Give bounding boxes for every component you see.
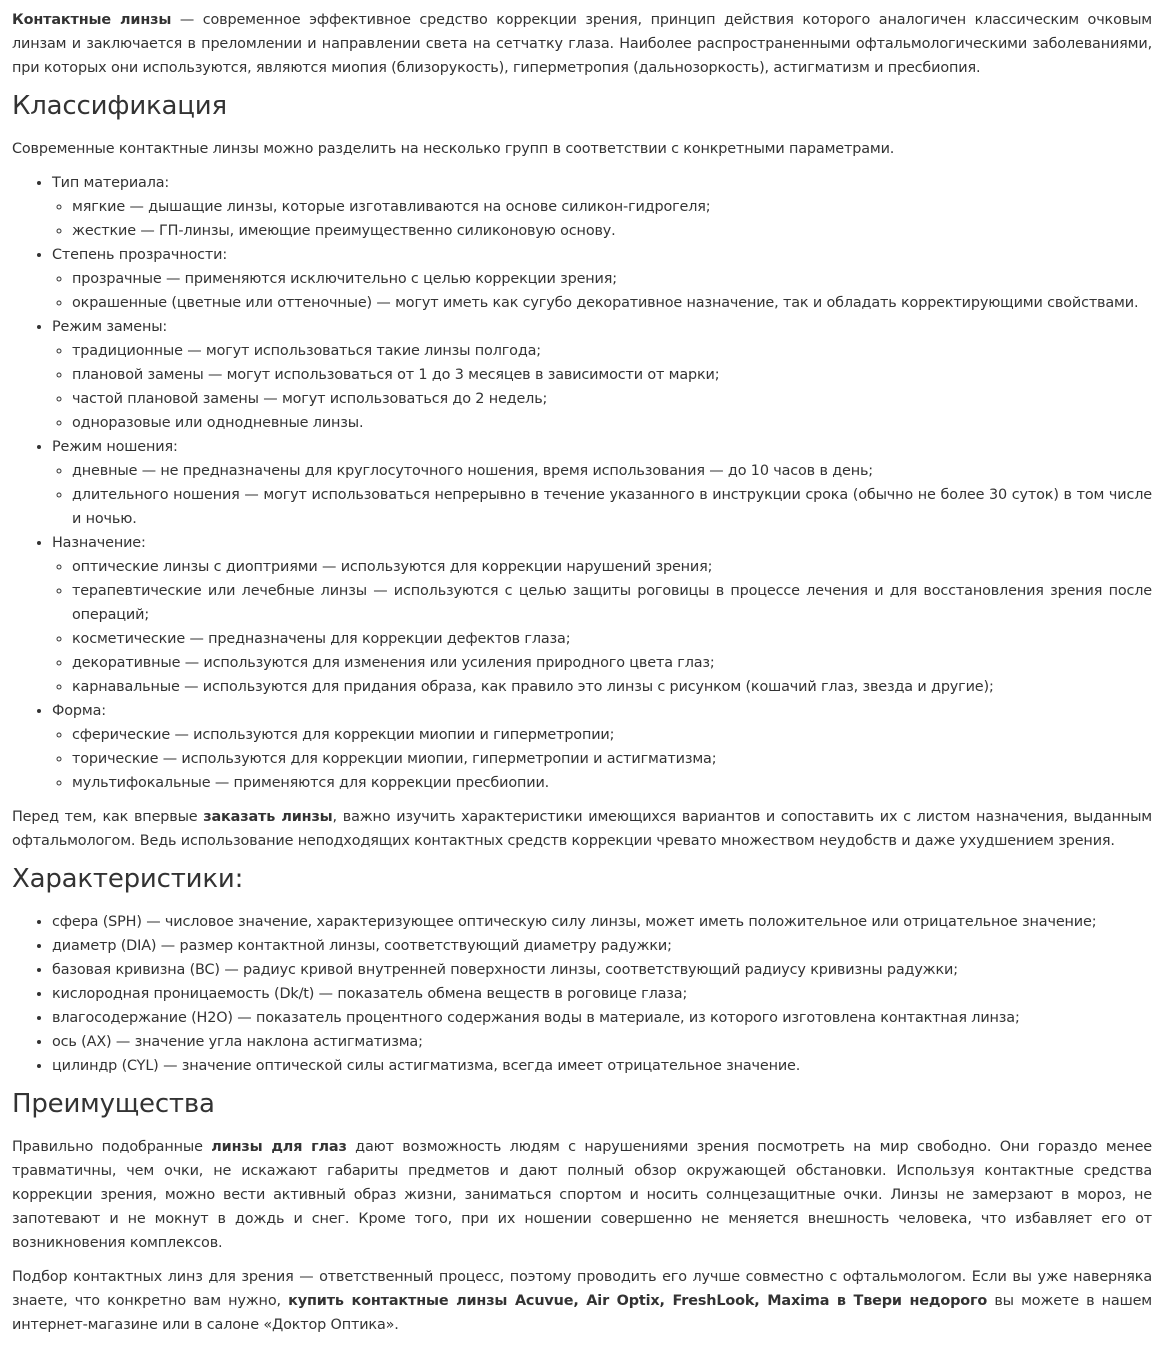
adv-p2-before: Подбор контактных линз для зрения — ответственный процесс, поэтому проводить его лучше совместно с офтальмологом. Если вы уже наверняка знаете, что конкретно вам нужно, xyxy=(12,1269,1152,1309)
group-label: Степень прозрачности: xyxy=(52,247,228,263)
order-link[interactable]: заказать линзы xyxy=(203,809,333,825)
group-material xyxy=(52,171,1152,243)
list-item: • кислородная проницаемость (Dk/t) — показатель обмена веществ в роговице глаза; xyxy=(52,982,1152,1006)
group-items xyxy=(52,459,1152,531)
list-item: ◦ терапевтические или лечебные линзы — используются с целью защиты роговицы в процессе лечения и для восстановления зрения после операций; xyxy=(72,579,1152,627)
list-item: ◦ косметические — предназначены для коррекции дефектов глаза; xyxy=(72,627,1152,651)
list-item: • сфера (SPH) — числовое значение, характеризующее оптическую силу линзы, может иметь положительное или отрицательное значение; xyxy=(52,910,1152,934)
list-item: ◦ окрашенные (цветные или оттеночные) — могут иметь как сугубо декоративное назначение, так и обладать корректирующими свойствами. xyxy=(72,291,1152,315)
group-items xyxy=(52,555,1152,699)
list-item: ◦ оптические линзы с диоптриями — используются для коррекции нарушений зрения; xyxy=(72,555,1152,579)
list-item: ◦ карнавальные — используются для придания образа, как правило это линзы с рисунком (кошачий глаз, звезда и другие); xyxy=(72,675,1152,699)
list-item: ◦ длительного ношения — могут использоваться непрерывно в течение указанного в инструкции срока (обычно не более 30 суток) в том числе и ночью. xyxy=(72,483,1152,531)
group-transparency xyxy=(52,243,1152,315)
list-item: ◦ торические — используются для коррекции миопии, гиперметропии и астигматизма; xyxy=(72,747,1152,771)
classification-heading: Классификация xyxy=(12,91,227,121)
classification-lead: Современные контактные линзы можно разделить на несколько групп в соответствии с конкретными параметрами. xyxy=(12,141,895,157)
list-item: • ось (AX) — значение угла наклона астигматизма; xyxy=(52,1030,1152,1054)
characteristics-heading: Характеристики: xyxy=(12,864,244,894)
adv-p2-after: вы можете в нашем интернет-магазине или в салоне «Доктор Оптика». xyxy=(12,1293,1153,1333)
group-label: Тип материала: xyxy=(52,175,170,191)
advantages-paragraph-1 xyxy=(12,1135,1152,1255)
characteristics-list xyxy=(12,910,1152,1078)
group-purpose xyxy=(52,531,1152,699)
order-text-before: Перед тем, как впервые xyxy=(12,809,204,825)
list-item: ◦ частой плановой замены — могут использоваться до 2 недель; xyxy=(72,387,1152,411)
order-text-after: , важно изучить характеристики имеющихся вариантов и сопоставить их с листом назначения, выданным офтальмологом. Ведь использование неподходящих контактных средств коррекции чревато множеством неудобств и даже ухудшением зрения. xyxy=(12,809,1153,849)
classification-list xyxy=(12,171,1152,795)
group-label: Назначение: xyxy=(52,535,146,551)
group-items xyxy=(52,195,1152,243)
list-item: ◦ сферические — используются для коррекции миопии и гиперметропии; xyxy=(72,723,1152,747)
group-items xyxy=(52,723,1152,795)
order-paragraph xyxy=(12,805,1152,853)
group-items xyxy=(52,339,1152,435)
list-item: • цилиндр (CYL) — значение оптической силы астигматизма, всегда имеет отрицательное значение. xyxy=(52,1054,1152,1078)
list-item: ◦ прозрачные — применяются исключительно с целью коррекции зрения; xyxy=(72,267,1152,291)
list-item: • диаметр (DIA) — размер контактной линзы, соответствующий диаметру радужки; xyxy=(52,934,1152,958)
list-item: ◦ мультифокальные — применяются для коррекции пресбиопии. xyxy=(72,771,1152,795)
group-label: Режим ношения: xyxy=(52,439,178,455)
group-label: Режим замены: xyxy=(52,319,168,335)
list-item: ◦ одноразовые или однодневные линзы. xyxy=(72,411,1152,435)
lenses-link[interactable]: линзы для глаз xyxy=(211,1139,347,1155)
group-shape xyxy=(52,699,1152,795)
list-item: ◦ плановой замены — могут использоваться от 1 до 3 месяцев в зависимости от марки; xyxy=(72,363,1152,387)
intro-text: — современное эффективное средство коррекции зрения, принцип действия которого аналогичен классическим очковым линзам и заключается в преломлении и направлении света на сетчатку глаза. Наиболее распространенными офтальмологическими заболеваниями, при которых они используются, являются миопия (близорукость), гиперметропия (дальнозоркость), астигматизм и пресбиопия. xyxy=(12,12,1152,76)
list-item: • влагосодержание (H2O) — показатель процентного содержания воды в материале, из которого изготовлена контактная линза; xyxy=(52,1006,1152,1030)
advantages-heading: Преимущества xyxy=(12,1089,215,1119)
intro-term: Контактные линзы xyxy=(12,12,172,28)
group-replacement xyxy=(52,315,1152,435)
list-item: ◦ жесткие — ГП-линзы, имеющие преимущественно силиконовую основу. xyxy=(72,219,1152,243)
list-item: • базовая кривизна (BC) — радиус кривой внутренней поверхности линзы, соответствующий радиусу кривизны радужки; xyxy=(52,958,1152,982)
list-item: ◦ декоративные — используются для изменения или усиления природного цвета глаз; xyxy=(72,651,1152,675)
list-item: ◦ мягкие — дышащие линзы, которые изготавливаются на основе силикон-гидрогеля; xyxy=(72,195,1152,219)
adv-p1-before: Правильно подобранные xyxy=(12,1139,212,1155)
advantages-paragraph-2 xyxy=(12,1265,1152,1337)
intro-paragraph xyxy=(12,8,1152,80)
list-item: ◦ традиционные — могут использоваться такие линзы полгода; xyxy=(72,339,1152,363)
buy-lenses-link[interactable]: купить контактные линзы Acuvue, Air Optix, FreshLook, Maxima в Твери недорого xyxy=(288,1293,988,1309)
adv-p1-after: дают возможность людям с нарушениями зрения посмотреть на мир свободно. Они гораздо менее травматичны, чем очки, не искажают габариты предметов и дают полный обзор окружающей обстановки. Используя контактные средства коррекции зрения, можно вести активный образ жизни, заниматься спортом и носить солнцезащитные очки. Линзы не замерзают в мороз, не запотевают и не мокнут в дождь и снег. Кроме того, при их ношении совершенно не меняется внешность человека, что избавляет его от возникновения комплексов. xyxy=(12,1139,1153,1251)
group-wear-mode xyxy=(52,435,1152,531)
list-item: ◦ дневные — не предназначены для круглосуточного ношения, время использования — до 10 часов в день; xyxy=(72,459,1152,483)
group-items xyxy=(52,267,1152,315)
group-label: Форма: xyxy=(52,703,106,719)
article xyxy=(12,0,1152,1337)
